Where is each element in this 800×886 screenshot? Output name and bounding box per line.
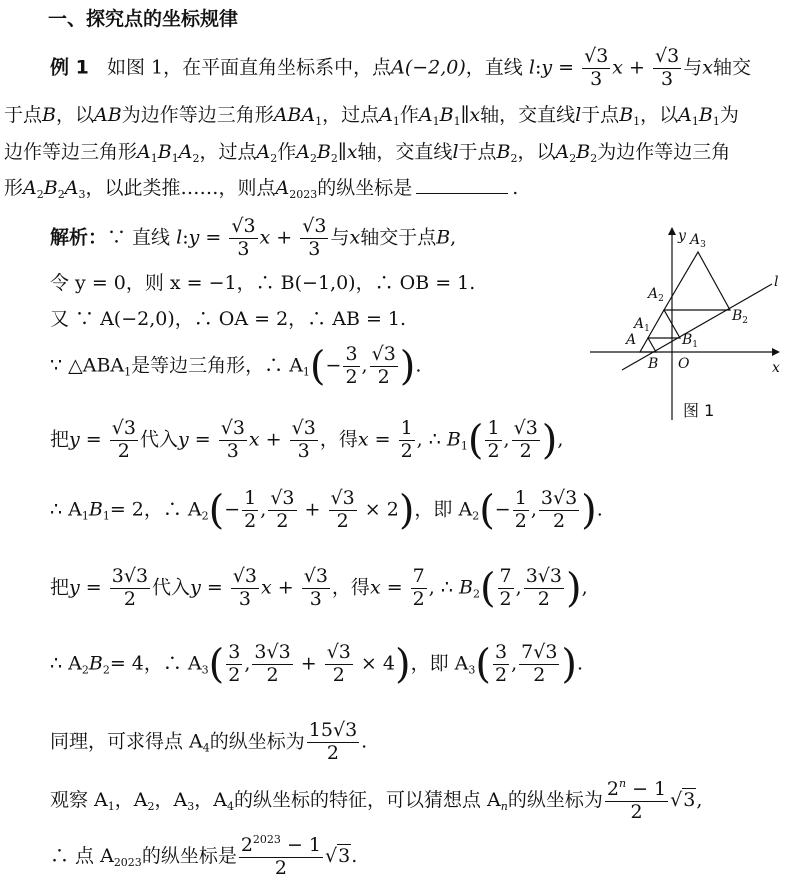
text-span: ，以 xyxy=(55,104,94,126)
text-span: ，A xyxy=(194,788,227,811)
text-span: ，以 xyxy=(640,104,679,126)
text-span: 为边作等边三角形 xyxy=(121,104,274,126)
text-span: ∴ A xyxy=(50,498,82,521)
text-span: 把 xyxy=(50,428,70,451)
text-span: ∴ A xyxy=(50,652,82,675)
label-y: y xyxy=(678,228,686,244)
text-span: 代入 xyxy=(139,428,178,451)
text-span: 轴交 xyxy=(712,56,751,79)
fraction: $\frac{√3}{3}$ xyxy=(291,417,316,462)
label-l: l xyxy=(774,274,779,290)
fraction: $\frac{√3}{3}$ xyxy=(231,215,256,260)
example-line-3: 边作等边三角形$A_1B_1A_2$，过点$A_2$作$A_2B_2\parallel x$轴，交直线l于点$B_2$，以$A_2B_2$为边作等边三角 xyxy=(4,141,731,165)
text-span: 与 xyxy=(330,226,350,249)
text-span: 的纵坐标为 xyxy=(507,788,603,811)
text-span: ∵ 直线 xyxy=(107,226,171,249)
label-B2: $B_2$ xyxy=(732,308,749,326)
fraction: $\frac{2^n - 1}{2}$ xyxy=(606,777,667,823)
text-span: 与 xyxy=(683,56,703,79)
fraction: $\frac{3}{2}$ xyxy=(228,641,241,686)
text-span: 作 xyxy=(399,104,419,126)
fraction: $\frac{7}{2}$ xyxy=(412,565,425,610)
text-span: 的纵坐标的特征，可以猜想点 A xyxy=(233,788,501,811)
text-span: 边作等边三角形 xyxy=(4,141,138,163)
label-x: x xyxy=(772,360,780,376)
text-span: ，即 A xyxy=(414,498,473,521)
text-span: ，过点 xyxy=(322,104,380,126)
text-span: 为 xyxy=(719,104,739,126)
text-span: 的纵坐标是 xyxy=(317,177,413,199)
fraction: $\frac{√3}{2}$ xyxy=(330,487,355,532)
fraction: $\frac{3√3}{2}$ xyxy=(525,565,562,610)
solution-line-9: 同理，可求得点 $A_4$的纵坐标为 $\frac{15√3}{2}$ . xyxy=(50,719,368,764)
x-axis-arrow xyxy=(772,348,780,356)
text-span: ∴ 点 A xyxy=(50,844,114,867)
solution-line-5: 把y = $\frac{√3}{2}$ 代入y = $\frac{√3}{3}$ x + $\frac{√3}{3}$ ，得x = $\frac{1}{2}$ , ∴ $B_1$( $\frac{1}{2}$ , $\frac{√3}{2}$ ), xyxy=(50,417,564,464)
solution-line-2: 令 y = 0，则 x = −1，∴ B(−1,0)，∴ OB = 1. xyxy=(50,272,476,294)
example-line-1: 例 1 如图 1，在平面直角坐标系中，点A(−2,0)，直线 l:y = $\frac{√3}{3}$ x + $\frac{√3}{3}$ 与x轴交 xyxy=(50,45,751,90)
fraction: $\frac{√3}{2}$ xyxy=(371,343,396,388)
text-span: 作 xyxy=(277,141,297,163)
solution-line-11: ∴ 点 $A_{2023}$的纵坐标是 $\frac{2^{2023} - 1}{2}$ √3. xyxy=(50,833,358,879)
solution-line-10: 观察 $A_1$，$A_2$，$A_3$，$A_4$的纵坐标的特征，可以猜想点 $A_n$的纵坐标为 $\frac{2^n - 1}{2}$ √3, xyxy=(50,777,703,823)
label-A1: $A_1$ xyxy=(634,316,650,334)
text-span: ∵ △ABA xyxy=(50,354,125,377)
fraction: $\frac{7√3}{2}$ xyxy=(521,641,558,686)
fraction: $\frac{√3}{2}$ xyxy=(270,487,295,532)
fraction: $\frac{√3}{3}$ xyxy=(655,45,680,90)
fraction: $\frac{√3}{3}$ xyxy=(220,417,245,462)
text-span: 于点 xyxy=(458,141,497,163)
text-span: 形 xyxy=(4,177,24,199)
text-span: 轴交于点 xyxy=(360,226,437,249)
solution-line-4: ∵ $\triangle ABA_1$是等边三角形，∴ $A_1(-$ $\frac{3}{2}$ , $\frac{√3}{2}$ ). xyxy=(50,343,422,390)
coordinate-figure xyxy=(590,222,790,422)
label-B: B xyxy=(648,356,659,372)
text-span: ，过点 xyxy=(199,141,257,163)
text-span: ，得 xyxy=(331,576,370,599)
fraction: $\frac{3√3}{2}$ xyxy=(540,487,578,532)
text-span: ，以此类推……，则点 xyxy=(85,177,276,199)
text-span: ∥ xyxy=(460,104,470,126)
fraction: $\frac{3}{2}$ xyxy=(345,343,358,388)
text-span: 于点 xyxy=(4,104,43,126)
section-heading: 一、探究点的坐标规律 xyxy=(48,8,239,30)
y-axis-arrow xyxy=(668,227,676,235)
text-span: 的纵坐标是 xyxy=(141,844,237,867)
solution-line-1: 解析：∵ 直线 l:y = $\frac{√3}{3}$ x + $\frac{√3}{3}$ 与x轴交于点B, xyxy=(50,215,457,260)
fraction: $\frac{3√3}{2}$ xyxy=(254,641,291,686)
text-span: 轴，交直线 xyxy=(357,141,453,163)
fraction: $\frac{1}{2}$ xyxy=(487,417,500,462)
triangle-ABA1 xyxy=(640,338,656,352)
label-A2: $A_2$ xyxy=(648,286,664,304)
triangle-A2B2A3 xyxy=(664,252,730,310)
label-A3: $A_3$ xyxy=(690,232,706,250)
analysis-label: 解析： xyxy=(50,226,108,249)
fraction: $\frac{√3}{3}$ xyxy=(232,565,257,610)
text-span: ，以 xyxy=(517,141,556,163)
solution-line-6: ∴ $A_1B_1= 2$，∴ $A_2(-$ $\frac{1}{2}$ , $\frac{√3}{2}$ + $\frac{√3}{2}$ × 2)，即 $A_2(-$ $\frac{1}{2}$ , $\frac{3√3}{2}$ ). xyxy=(50,487,603,534)
fraction: $\frac{√3}{3}$ xyxy=(302,215,327,260)
solution-line-8: ∴ $A_2B_2= 4$，∴ $A_3$( $\frac{3}{2}$ , $\frac{3√3}{2}$ + $\frac{√3}{2}$ × 4)，即 $A_3$( $\frac{3}{2}$ , $\frac{7√3}{2}$ ). xyxy=(50,641,584,688)
fraction: $\frac{√3}{2}$ xyxy=(111,417,136,462)
fraction: $\frac{7}{2}$ xyxy=(499,565,512,610)
example-line-2: 于点B，以AB为边作等边三角形$ABA_1$，过点$A_1$作$A_1B_1\parallel x$轴，交直线l于点$B_1$，以$A_1B_1$为 xyxy=(4,104,739,128)
label-A: A xyxy=(626,332,637,348)
text-span: l xyxy=(528,56,535,79)
text-span: 于点 xyxy=(581,104,620,126)
text-span: 的纵坐标为 xyxy=(209,730,305,753)
text-span: 为边作等边三角 xyxy=(597,141,731,163)
fraction: $\frac{3}{2}$ xyxy=(494,641,508,686)
fraction: $\frac{√3}{3}$ xyxy=(303,565,328,610)
solution-line-3: 又 ∵ A(−2,0)，∴ OA = 2，∴ AB = 1. xyxy=(50,308,407,330)
text-span: 观察 A xyxy=(50,788,108,811)
fraction: $\frac{15√3}{2}$ xyxy=(308,719,358,764)
fraction: $\frac{1}{2}$ xyxy=(244,487,257,532)
triangle-A1B1A2 xyxy=(648,310,680,338)
label-B1: $B_1$ xyxy=(682,332,699,350)
text-span: 如图 1，在平面直角坐标系中，点 xyxy=(106,56,392,79)
fraction: $\frac{3√3}{2}$ xyxy=(111,565,149,610)
text-span: 同理，可求得点 A xyxy=(50,730,203,753)
figure-caption: 图 1 xyxy=(683,401,715,420)
fraction: $\frac{√3}{2}$ xyxy=(513,417,538,462)
fraction: $\frac{1}{2}$ xyxy=(514,487,527,532)
answer-blank xyxy=(416,193,508,194)
fraction: $\frac{2^{2023} - 1}{2}$ xyxy=(240,833,322,879)
label-O: O xyxy=(678,356,690,372)
text-span: ，得 xyxy=(319,428,358,451)
fraction: $\frac{√3}{2}$ xyxy=(326,641,351,686)
example-line-4: 形$A_2B_2A_3$，以此类推……，则点$A_{2023}$的纵坐标是 . xyxy=(4,177,519,201)
text-span: = 4，∴ A xyxy=(109,652,202,675)
text-span: . xyxy=(512,177,519,199)
text-span: ，A xyxy=(154,788,188,811)
text-span: 是等边三角形，∴ A xyxy=(131,354,303,377)
fraction: $\frac{√3}{3}$ xyxy=(584,45,609,90)
example-label: 例 1 xyxy=(50,56,89,79)
text-span: 轴，交直线 xyxy=(480,104,576,126)
text-span: = 2，∴ A xyxy=(109,498,202,521)
text-span: ，直线 xyxy=(465,56,523,79)
solution-line-7: 把y = $\frac{3√3}{2}$ 代入y = $\frac{√3}{3}$ x + $\frac{√3}{3}$ ，得x = $\frac{7}{2}$ , ∴ $B_2$( $\frac{7}{2}$ , $\frac{3√3}{2}$ ), xyxy=(50,565,588,612)
text-span: ，即 A xyxy=(410,652,469,675)
text-span: 代入 xyxy=(152,576,191,599)
fraction: $\frac{1}{2}$ xyxy=(400,417,413,462)
text-span: 把 xyxy=(50,576,70,599)
text-span: A(−2,0) xyxy=(391,56,466,79)
text-span: ，A xyxy=(114,788,148,811)
